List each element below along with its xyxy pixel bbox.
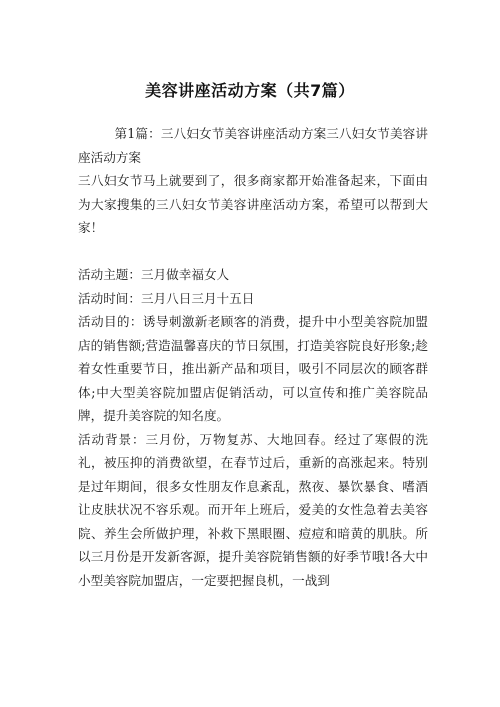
activity-theme-paragraph: 活动主题：三月做幸福女人	[78, 267, 230, 282]
section-heading-paragraph: 第1篇：三八妇女节美容讲座活动方案三八妇女节美容讲座活动方案	[78, 126, 428, 165]
activity-purpose-paragraph: 活动目的：诱导刺激新老顾客的消费，提升中小型美容院加盟店的销售额;营造温馨喜庆的节日氛围，打造美容院良好形象;趁着女性重要节日，推出新产品和项目，吸引不同层次的顾客群体;中大型美容院加盟店促销活动，可以宣传和推广美容院品牌，提升美容院的知名度。	[78, 314, 428, 423]
document-body	[78, 122, 428, 592]
activity-time-paragraph: 活动时间：三月八日三月十五日	[78, 290, 255, 306]
intro-paragraph: 三八妇女节马上就要到了，很多商家都开始准备起来，下面由为大家搜集的三八妇女节美容讲座活动方案，希望可以帮到大家！	[78, 173, 428, 235]
activity-background-paragraph: 活动背景：三月份，万物复苏、大地回春。经过了寒假的洗礼，被压抑的消费欲望，在春节过后，重新的高涨起来。特别是过年期间，很多女性朋友作息紊乱，熬夜、暴饮暴食、嗜酒让皮肤状况不容乐观。而开年上班后，爱美的女性急着去美容院、养生会所做护理，补救下黑眼圈、痘痘和暗黄的肌肤。所以三月份是开发新客源，提升美容院销售额的好季节哦!各大中小型美容院加盟店，一定要把握良机，一战到	[78, 431, 428, 588]
document-title: 美容讲座活动方案（共7篇）	[145, 81, 355, 100]
paragraph-spacer	[78, 240, 428, 264]
